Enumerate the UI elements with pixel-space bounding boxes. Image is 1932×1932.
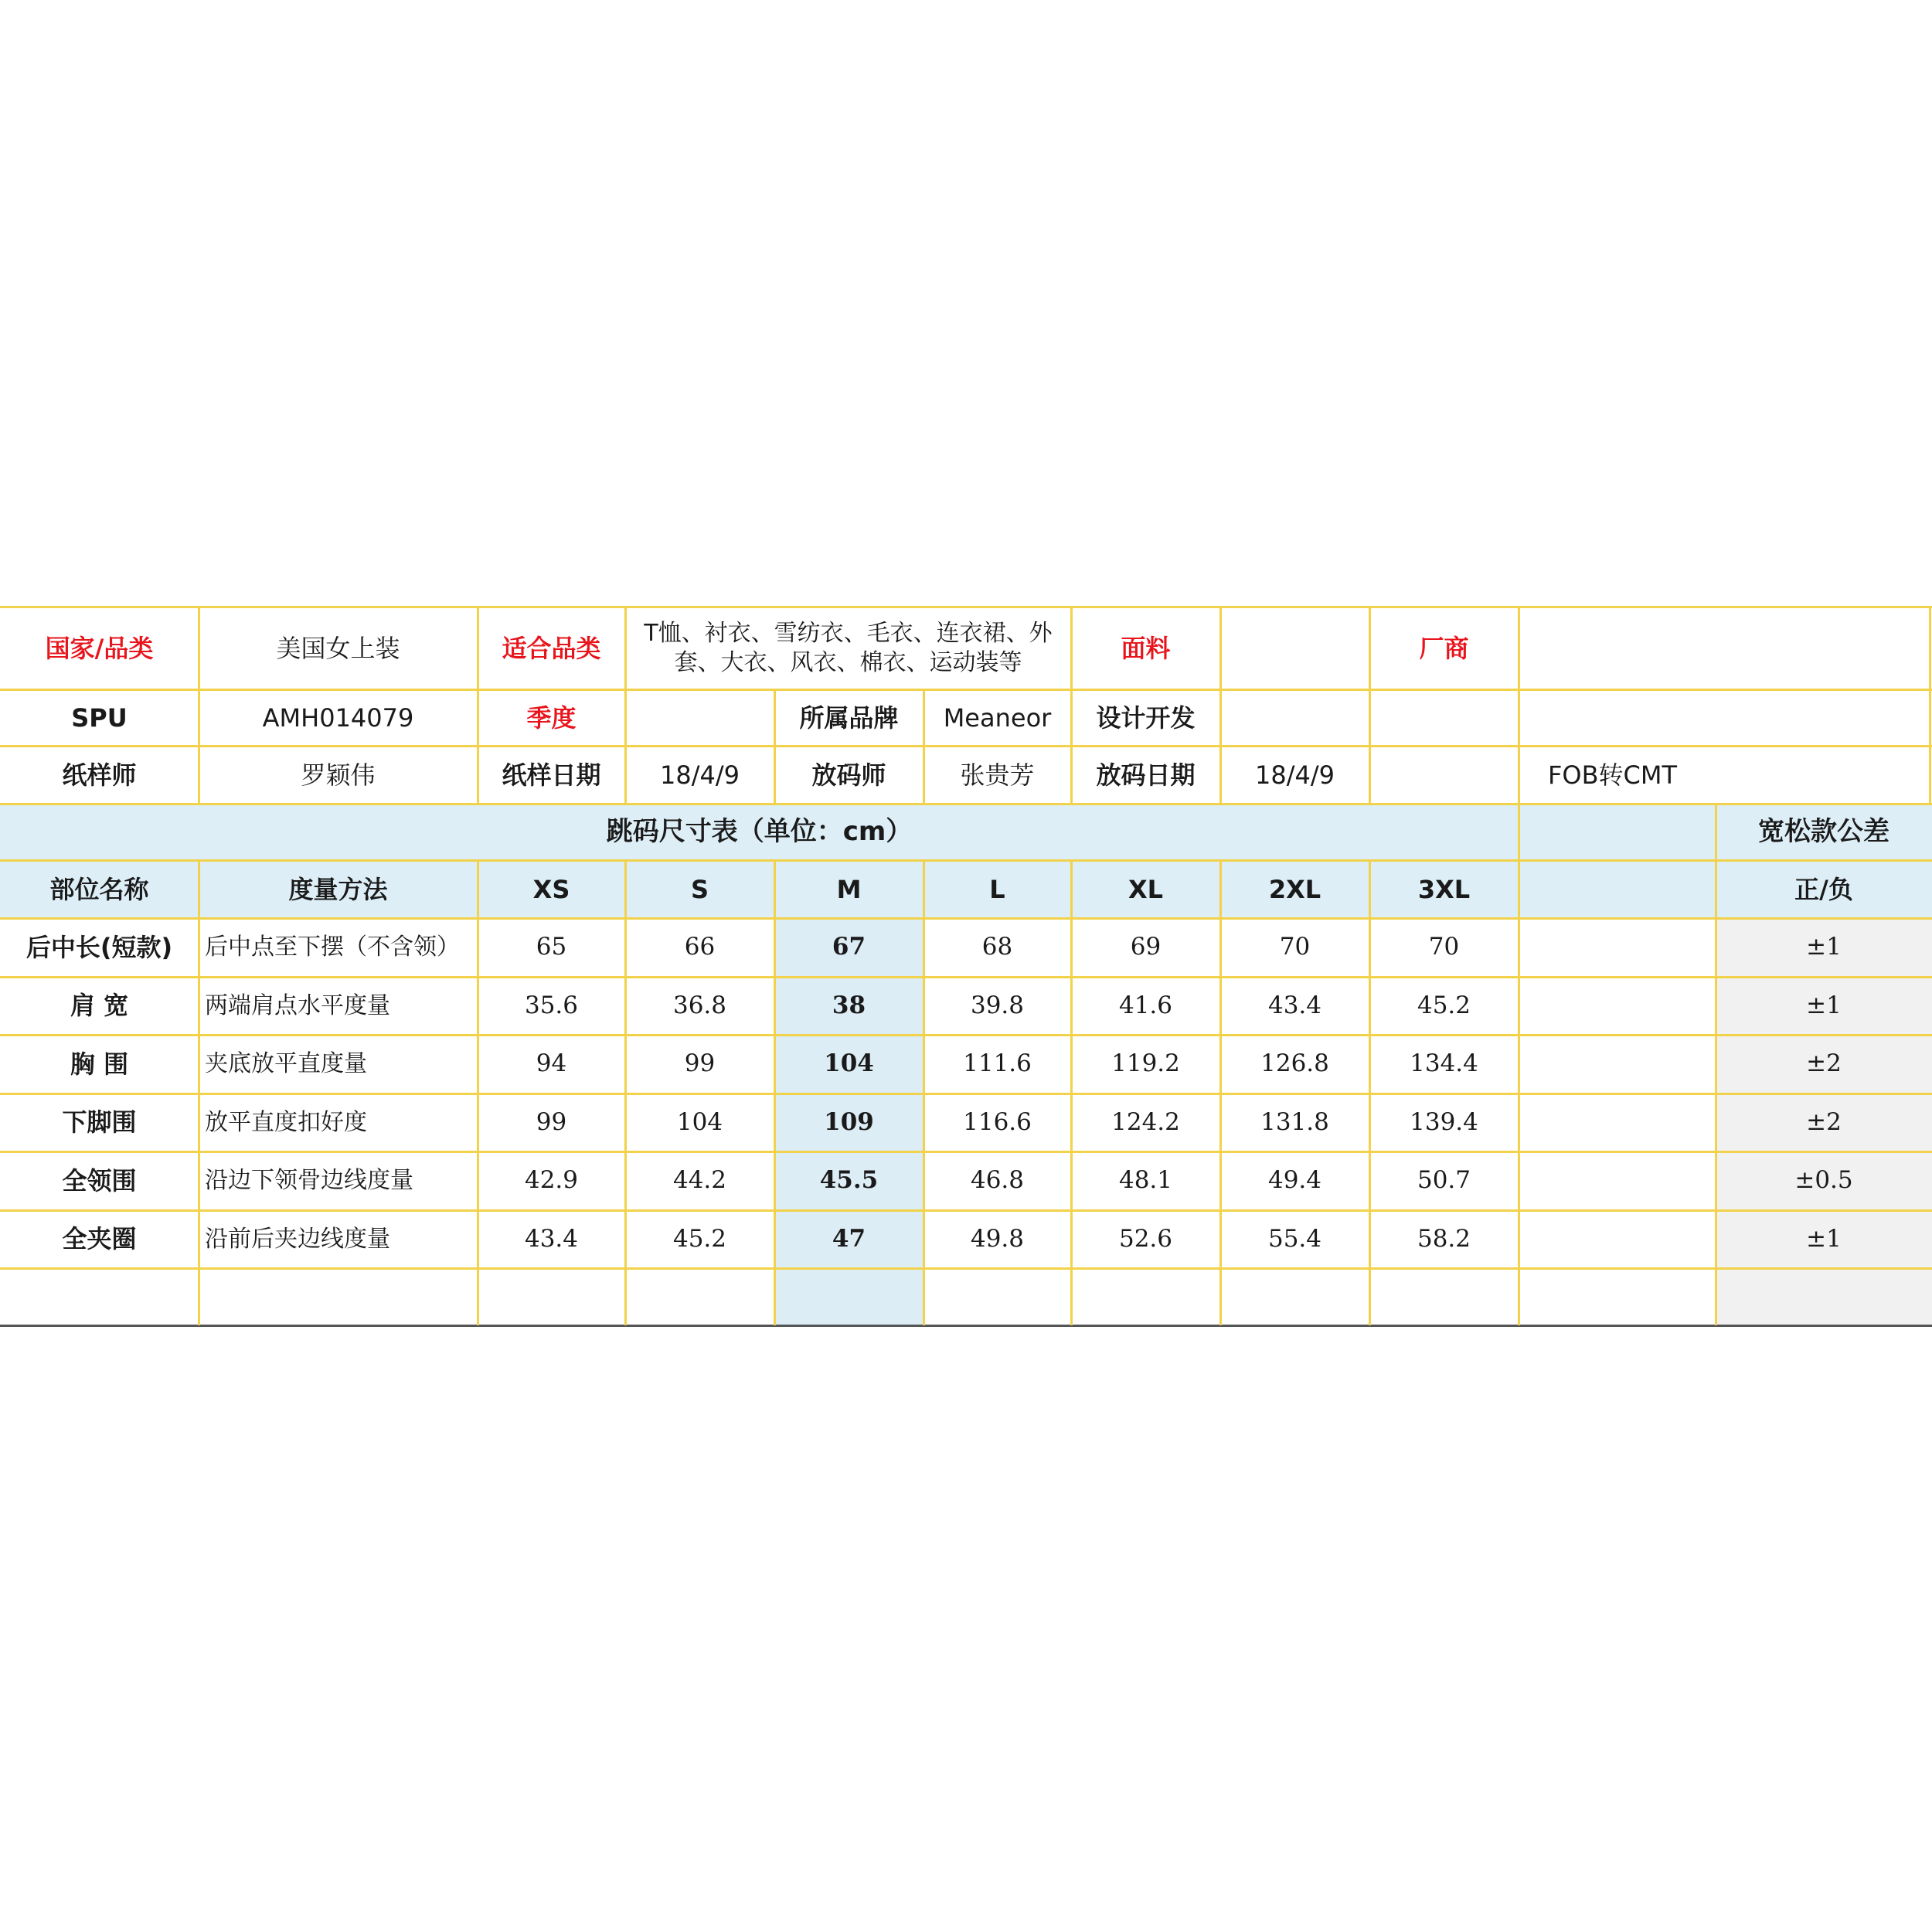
size-value-2xl: 55.4 <box>1267 1224 1322 1253</box>
grid-line-v <box>1518 746 1520 804</box>
grid-line-v <box>1219 746 1222 804</box>
size-value-3xl: 134.4 <box>1410 1049 1478 1078</box>
grid-line-v <box>1369 689 1371 746</box>
size-value-l: 46.8 <box>970 1166 1025 1195</box>
factory-value <box>1519 607 1932 689</box>
pattern-maker-value: 罗颖伟 <box>301 760 376 790</box>
size-table-title: 跳码尺寸表（单位：cm） <box>0 804 1519 860</box>
grid-line-v <box>1070 689 1073 746</box>
season-value <box>625 689 774 746</box>
size-header-m: M <box>774 860 923 918</box>
row-spacer <box>1519 918 1716 977</box>
size-header-s: S <box>625 860 774 918</box>
size-value-xl: 119.2 <box>1111 1049 1180 1078</box>
tolerance-value: ±1 <box>1716 918 1932 977</box>
size-spec-sheet <box>0 607 1932 1333</box>
size-value-3xl: 50.7 <box>1417 1166 1471 1195</box>
country-value: 美国女上装 <box>276 633 400 663</box>
grader-value: 张贵芳 <box>960 760 1035 790</box>
measure-method: 放平直度扣好度 <box>205 1108 367 1136</box>
tolerance-title: 宽松款公差 <box>1716 804 1932 860</box>
grid-line-v <box>1070 860 1073 1325</box>
row-spacer <box>1519 977 1716 1036</box>
size-value-3xl: 45.2 <box>1417 991 1471 1019</box>
grid-line-v <box>1929 746 1931 804</box>
grid-line-h <box>0 689 1932 691</box>
grid-line-v <box>1715 804 1717 860</box>
tolerance-value: ±2 <box>1716 1035 1932 1094</box>
grid-line-v <box>1518 860 1520 1325</box>
grid-line-h <box>0 803 1932 805</box>
part-name: 全夹圈 <box>62 1224 137 1254</box>
part-name: 全领围 <box>62 1165 137 1196</box>
spu-label: SPU <box>71 702 128 733</box>
size-value-xs: 43.4 <box>524 1224 579 1253</box>
grid-line-v <box>198 689 200 746</box>
size-value-l: 111.6 <box>963 1049 1032 1078</box>
suitable-value: T恤、衬衣、雪纺衣、毛衣、连衣裙、外套、大衣、风衣、棉衣、运动装等 <box>644 620 1053 676</box>
grid-line-h <box>0 859 1932 862</box>
tolerance-value: ±1 <box>1716 1210 1932 1269</box>
grid-line-v <box>1369 607 1371 689</box>
size-value-s: 99 <box>684 1049 716 1078</box>
size-value-m: 47 <box>774 1210 923 1269</box>
brand-value: Meaneor <box>943 702 1052 733</box>
size-value-s: 45.2 <box>672 1224 727 1253</box>
grid-line-v <box>1715 860 1717 1325</box>
size-header-2xl: 2XL <box>1220 860 1369 918</box>
size-value-l: 116.6 <box>963 1107 1032 1136</box>
size-value-2xl: 49.4 <box>1267 1166 1322 1195</box>
grid-line-h <box>0 1151 1932 1153</box>
size-value-3xl: 139.4 <box>1410 1107 1478 1136</box>
header-spacer <box>1519 860 1716 918</box>
size-header-xl: XL <box>1071 860 1220 918</box>
tolerance-value: ±0.5 <box>1716 1151 1932 1210</box>
grid-line-v <box>1518 804 1520 860</box>
grid-line-v <box>774 746 776 804</box>
size-value-xl: 41.6 <box>1118 991 1173 1019</box>
grid-line-v <box>1369 746 1371 804</box>
size-value-2xl: 70 <box>1279 933 1311 961</box>
size-value-2xl: 126.8 <box>1260 1049 1329 1078</box>
grid-line-v <box>477 860 479 1325</box>
grid-line-v <box>198 607 200 689</box>
fabric-label: 面料 <box>1121 633 1171 663</box>
blank-row-tolerance <box>1716 1268 1932 1325</box>
factory-label: 厂商 <box>1419 633 1469 663</box>
grid-line-h <box>0 1209 1932 1212</box>
row-spacer <box>1519 1210 1716 1269</box>
size-value-xl: 52.6 <box>1118 1224 1173 1253</box>
suitable-label: 适合品类 <box>502 633 601 663</box>
pattern-date-value: 18/4/9 <box>660 760 740 790</box>
grid-line-bottom <box>0 1325 1932 1327</box>
tolerance-value: ±1 <box>1716 977 1932 1036</box>
measure-method: 沿前后夹边线度量 <box>205 1225 390 1253</box>
size-value-m: 67 <box>774 918 923 977</box>
grid-line-v <box>1518 689 1520 746</box>
grid-line-v <box>624 607 627 689</box>
grid-line-v <box>923 746 925 804</box>
grid-line-h <box>0 745 1932 747</box>
size-value-s: 104 <box>676 1107 723 1136</box>
grid-line-v <box>923 689 925 746</box>
size-value-m: 38 <box>774 977 923 1036</box>
grid-line-v <box>1929 607 1931 689</box>
grading-date-value: 18/4/9 <box>1255 760 1335 790</box>
grid-line-v <box>198 860 200 1325</box>
brand-label: 所属品牌 <box>799 702 899 733</box>
row-spacer <box>1519 1094 1716 1152</box>
size-value-xs: 42.9 <box>524 1166 579 1195</box>
spu-value: AMH014079 <box>262 702 414 733</box>
size-value-s: 44.2 <box>672 1166 727 1195</box>
size-value-l: 39.8 <box>970 991 1025 1019</box>
size-value-3xl: 70 <box>1428 933 1460 961</box>
size-value-xs: 99 <box>536 1107 567 1136</box>
mode-empty <box>1369 746 1519 804</box>
size-value-m: 104 <box>774 1035 923 1094</box>
grid-line-h <box>0 976 1932 978</box>
grid-line-v <box>1369 860 1371 1325</box>
part-name: 下脚围 <box>62 1107 137 1138</box>
measure-method: 后中点至下摆（不含领） <box>205 934 460 961</box>
blank-row-m <box>774 1268 923 1325</box>
size-value-3xl: 58.2 <box>1417 1224 1471 1253</box>
grid-line-v <box>477 607 479 689</box>
grid-line-v <box>1929 689 1931 746</box>
grid-line-h <box>0 1034 1932 1036</box>
grid-line-v <box>1518 607 1520 689</box>
size-value-xl: 124.2 <box>1111 1107 1180 1136</box>
grid-line-v <box>624 689 627 746</box>
grid-line-v <box>774 860 776 1325</box>
grid-line-v <box>624 860 627 1325</box>
grid-line-v <box>477 689 479 746</box>
tolerance-header: 正/负 <box>1716 860 1932 918</box>
grid-line-v <box>1070 607 1073 689</box>
design-value <box>1220 689 1932 746</box>
grid-line-v <box>1219 607 1222 689</box>
row-spacer <box>1519 1151 1716 1210</box>
measure-method: 沿边下领骨边线度量 <box>205 1167 413 1194</box>
country-label: 国家/品类 <box>45 633 154 663</box>
size-value-l: 49.8 <box>970 1224 1025 1253</box>
grid-line-h <box>0 606 1932 608</box>
size-value-2xl: 131.8 <box>1260 1107 1329 1136</box>
pattern-maker-label: 纸样师 <box>62 760 137 790</box>
size-header-3xl: 3XL <box>1369 860 1519 918</box>
grader-label: 放码师 <box>811 760 886 790</box>
size-value-l: 68 <box>981 933 1013 961</box>
size-header-l: L <box>923 860 1071 918</box>
design-label: 设计开发 <box>1096 702 1196 733</box>
part-name: 肩 宽 <box>70 991 129 1021</box>
size-value-m: 109 <box>774 1094 923 1152</box>
grid-line-h <box>0 1267 1932 1270</box>
grid-line-v <box>923 860 925 1325</box>
grid-line-v <box>1219 860 1222 1325</box>
size-value-s: 36.8 <box>672 991 727 1019</box>
size-value-xs: 35.6 <box>524 991 579 1019</box>
grid-line-v <box>1219 689 1222 746</box>
size-value-xs: 65 <box>536 933 567 961</box>
tolerance-value: ±2 <box>1716 1094 1932 1152</box>
title-spacer <box>1519 804 1716 860</box>
fabric-value <box>1220 607 1369 689</box>
part-header: 部位名称 <box>0 860 199 918</box>
size-value-m: 45.5 <box>774 1151 923 1210</box>
size-value-xl: 48.1 <box>1118 1166 1173 1195</box>
part-name: 胸 围 <box>70 1049 129 1079</box>
measure-method: 两端肩点水平度量 <box>205 992 390 1019</box>
grid-line-v <box>774 689 776 746</box>
method-header: 度量方法 <box>199 860 478 918</box>
grid-line-v <box>198 746 200 804</box>
grid-line-v <box>1070 746 1073 804</box>
season-label: 季度 <box>526 702 577 733</box>
measure-method: 夹底放平直度量 <box>205 1050 367 1077</box>
grading-date-label: 放码日期 <box>1096 760 1196 790</box>
mode-value: FOB转CMT <box>1548 760 1678 790</box>
size-value-2xl: 43.4 <box>1267 991 1322 1019</box>
size-value-s: 66 <box>684 933 716 961</box>
pattern-date-label: 纸样日期 <box>502 760 601 790</box>
grid-line-v <box>477 746 479 804</box>
size-header-xs: XS <box>478 860 625 918</box>
row-spacer <box>1519 1035 1716 1094</box>
grid-line-v <box>624 746 627 804</box>
grid-line-h <box>0 1093 1932 1095</box>
part-name: 后中长(短款) <box>26 932 173 962</box>
grid-line-h <box>0 917 1932 920</box>
size-value-xl: 69 <box>1130 933 1162 961</box>
size-value-xs: 94 <box>536 1049 567 1078</box>
